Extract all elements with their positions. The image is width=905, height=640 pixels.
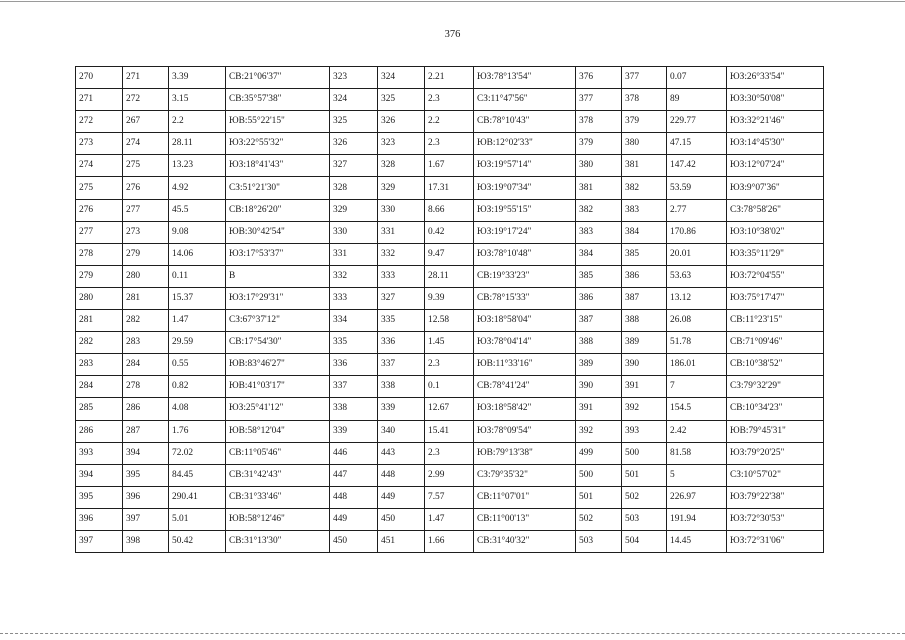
cell-distance-group1: 72.02	[169, 442, 226, 464]
cell-to-point-group3: 388	[622, 310, 667, 332]
table-row	[76, 177, 824, 199]
cell-to-point-group1: 267	[123, 111, 169, 133]
cell-bearing-group2: ЮВ:12°02'33"	[474, 133, 576, 155]
cell-bearing-group2: ЮЗ:78°04'14"	[474, 332, 576, 354]
cell-to-point-group1: 272	[123, 89, 169, 111]
cell-bearing-group1: ЮЗ:25°41'12"	[226, 398, 330, 420]
cell-bearing-group1: ЮВ:55°22'15"	[226, 111, 330, 133]
cell-from-point-group3: 501	[576, 486, 622, 508]
cell-to-point-group3: 382	[622, 177, 667, 199]
cell-from-point-group3: 391	[576, 398, 622, 420]
cell-from-point-group2: 449	[330, 508, 378, 530]
cell-bearing-group1: СВ:35°57'38"	[226, 89, 330, 111]
cell-to-point-group3: 390	[622, 354, 667, 376]
cell-distance-group1: 3.15	[169, 89, 226, 111]
cell-bearing-group2: СВ:78°41'24"	[474, 376, 576, 398]
cell-from-point-group1: 272	[76, 111, 123, 133]
cell-bearing-group2: СВ:78°10'43"	[474, 111, 576, 133]
cell-from-point-group2: 332	[330, 265, 378, 287]
cell-distance-group1: 0.82	[169, 376, 226, 398]
cell-to-point-group3: 377	[622, 67, 667, 89]
cell-distance-group1: 84.45	[169, 464, 226, 486]
table-row	[76, 354, 824, 376]
cell-from-point-group3: 387	[576, 310, 622, 332]
cell-bearing-group1: СВ:31°42'43"	[226, 464, 330, 486]
cell-to-point-group3: 500	[622, 442, 667, 464]
cell-distance-group1: 290.41	[169, 486, 226, 508]
cell-from-point-group1: 396	[76, 508, 123, 530]
cell-distance-group3: 51.78	[667, 332, 727, 354]
cell-distance-group3: 14.45	[667, 530, 727, 552]
cell-distance-group2: 0.42	[425, 221, 474, 243]
cell-to-point-group2: 337	[378, 354, 425, 376]
cell-from-point-group3: 390	[576, 376, 622, 398]
table-row	[76, 67, 824, 89]
cell-distance-group1: 0.11	[169, 265, 226, 287]
cell-to-point-group1: 274	[123, 133, 169, 155]
cell-bearing-group2: ЮЗ:18°58'42"	[474, 398, 576, 420]
scan-edge-bottom	[0, 633, 905, 634]
cell-to-point-group2: 450	[378, 508, 425, 530]
cell-bearing-group3: СВ:71°09'46"	[727, 332, 824, 354]
cell-from-point-group3: 502	[576, 508, 622, 530]
cell-to-point-group2: 325	[378, 89, 425, 111]
cell-bearing-group2: СЗ:11°47'56"	[474, 89, 576, 111]
cell-to-point-group2: 330	[378, 199, 425, 221]
cell-bearing-group2: ЮВ:11°33'16"	[474, 354, 576, 376]
cell-from-point-group1: 284	[76, 376, 123, 398]
cell-distance-group3: 20.01	[667, 243, 727, 265]
cell-distance-group2: 12.58	[425, 310, 474, 332]
cell-from-point-group1: 286	[76, 420, 123, 442]
cell-distance-group3: 26.08	[667, 310, 727, 332]
cell-bearing-group3: ЮЗ:35°11'29"	[727, 243, 824, 265]
cell-bearing-group3: ЮЗ:72°30'53"	[727, 508, 824, 530]
cell-to-point-group1: 287	[123, 420, 169, 442]
cell-from-point-group1: 277	[76, 221, 123, 243]
cell-bearing-group2: ЮЗ:18°58'04"	[474, 310, 576, 332]
table-row	[76, 221, 824, 243]
cell-to-point-group3: 384	[622, 221, 667, 243]
cell-from-point-group2: 327	[330, 155, 378, 177]
cell-from-point-group3: 385	[576, 265, 622, 287]
cell-distance-group2: 15.41	[425, 420, 474, 442]
cell-to-point-group1: 286	[123, 398, 169, 420]
cell-from-point-group3: 378	[576, 111, 622, 133]
cell-bearing-group3: ЮЗ:75°17'47"	[727, 287, 824, 309]
cell-distance-group2: 2.3	[425, 89, 474, 111]
cell-distance-group1: 9.08	[169, 221, 226, 243]
cell-distance-group3: 47.15	[667, 133, 727, 155]
cell-bearing-group3: ЮЗ:32°21'46"	[727, 111, 824, 133]
cell-bearing-group1: СЗ:51°21'30"	[226, 177, 330, 199]
cell-from-point-group2: 324	[330, 89, 378, 111]
cell-from-point-group1: 279	[76, 265, 123, 287]
cell-from-point-group2: 331	[330, 243, 378, 265]
cell-distance-group1: 3.39	[169, 67, 226, 89]
table-row	[76, 287, 824, 309]
cell-to-point-group1: 278	[123, 376, 169, 398]
table-row	[76, 243, 824, 265]
cell-to-point-group1: 275	[123, 155, 169, 177]
table-row	[76, 332, 824, 354]
cell-from-point-group1: 285	[76, 398, 123, 420]
cell-from-point-group1: 275	[76, 177, 123, 199]
table-row	[76, 508, 824, 530]
cell-to-point-group2: 328	[378, 155, 425, 177]
cell-bearing-group3: ЮЗ:72°31'06"	[727, 530, 824, 552]
cell-bearing-group1: СВ:18°26'20"	[226, 199, 330, 221]
cell-distance-group3: 229.77	[667, 111, 727, 133]
cell-from-point-group3: 500	[576, 464, 622, 486]
cell-to-point-group2: 336	[378, 332, 425, 354]
cell-distance-group2: 9.39	[425, 287, 474, 309]
table-row	[76, 464, 824, 486]
cell-from-point-group1: 271	[76, 89, 123, 111]
cell-distance-group2: 7.57	[425, 486, 474, 508]
cell-to-point-group1: 283	[123, 332, 169, 354]
cell-to-point-group3: 383	[622, 199, 667, 221]
cell-bearing-group1: СВ:17°54'30"	[226, 332, 330, 354]
cell-bearing-group1: СВ:31°13'30"	[226, 530, 330, 552]
cell-from-point-group3: 376	[576, 67, 622, 89]
cell-distance-group3: 53.63	[667, 265, 727, 287]
cell-bearing-group3: ЮЗ:79°20'25"	[727, 442, 824, 464]
cell-bearing-group3: ЮЗ:10°38'02"	[727, 221, 824, 243]
cell-distance-group1: 4.92	[169, 177, 226, 199]
cell-distance-group2: 2.3	[425, 354, 474, 376]
cell-bearing-group3: ЮЗ:14°45'30"	[727, 133, 824, 155]
cell-distance-group1: 15.37	[169, 287, 226, 309]
cell-distance-group2: 1.66	[425, 530, 474, 552]
cell-distance-group2: 2.2	[425, 111, 474, 133]
cell-from-point-group2: 325	[330, 111, 378, 133]
cell-bearing-group3: ЮЗ:72°04'55"	[727, 265, 824, 287]
cell-bearing-group2: ЮВ:79°13'38"	[474, 442, 576, 464]
cell-distance-group3: 186.01	[667, 354, 727, 376]
cell-distance-group2: 9.47	[425, 243, 474, 265]
cell-from-point-group3: 386	[576, 287, 622, 309]
cell-distance-group3: 226.97	[667, 486, 727, 508]
cell-bearing-group3: СВ:10°38'52"	[727, 354, 824, 376]
cell-bearing-group2: ЮЗ:19°17'24"	[474, 221, 576, 243]
cell-distance-group3: 7	[667, 376, 727, 398]
cell-from-point-group1: 276	[76, 199, 123, 221]
cell-distance-group1: 14.06	[169, 243, 226, 265]
cell-distance-group1: 2.2	[169, 111, 226, 133]
cell-distance-group1: 50.42	[169, 530, 226, 552]
cell-from-point-group1: 395	[76, 486, 123, 508]
cell-bearing-group1: ЮЗ:17°53'37"	[226, 243, 330, 265]
cell-to-point-group2: 324	[378, 67, 425, 89]
table-row	[76, 442, 824, 464]
cell-from-point-group1: 273	[76, 133, 123, 155]
cell-to-point-group2: 443	[378, 442, 425, 464]
cell-distance-group1: 1.47	[169, 310, 226, 332]
cell-to-point-group1: 282	[123, 310, 169, 332]
cell-distance-group2: 0.1	[425, 376, 474, 398]
cell-to-point-group1: 273	[123, 221, 169, 243]
cell-from-point-group1: 397	[76, 530, 123, 552]
cell-to-point-group1: 395	[123, 464, 169, 486]
cell-to-point-group3: 380	[622, 133, 667, 155]
cell-bearing-group3: СВ:10°34'23"	[727, 398, 824, 420]
cell-bearing-group3: СВ:11°23'15"	[727, 310, 824, 332]
cell-to-point-group3: 387	[622, 287, 667, 309]
cell-from-point-group1: 278	[76, 243, 123, 265]
cell-distance-group2: 1.67	[425, 155, 474, 177]
cell-to-point-group2: 335	[378, 310, 425, 332]
cell-distance-group1: 1.76	[169, 420, 226, 442]
cell-from-point-group2: 447	[330, 464, 378, 486]
cell-to-point-group1: 281	[123, 287, 169, 309]
cell-bearing-group2: ЮЗ:19°55'15"	[474, 199, 576, 221]
cell-from-point-group2: 335	[330, 332, 378, 354]
cell-to-point-group1: 271	[123, 67, 169, 89]
cell-bearing-group1: СВ:11°05'46"	[226, 442, 330, 464]
cell-distance-group1: 45.5	[169, 199, 226, 221]
cell-to-point-group2: 326	[378, 111, 425, 133]
cell-to-point-group1: 276	[123, 177, 169, 199]
cell-bearing-group1: СВ:31°33'46"	[226, 486, 330, 508]
cell-from-point-group2: 450	[330, 530, 378, 552]
cell-bearing-group2: СВ:11°00'13"	[474, 508, 576, 530]
cell-from-point-group2: 330	[330, 221, 378, 243]
cell-bearing-group2: ЮЗ:19°07'34"	[474, 177, 576, 199]
cell-bearing-group3: СЗ:78°58'26"	[727, 199, 824, 221]
cell-from-point-group1: 274	[76, 155, 123, 177]
cell-to-point-group2: 451	[378, 530, 425, 552]
cell-distance-group3: 13.12	[667, 287, 727, 309]
cell-distance-group2: 28.11	[425, 265, 474, 287]
table-row	[76, 376, 824, 398]
cell-bearing-group2: ЮЗ:78°13'54"	[474, 67, 576, 89]
cell-to-point-group1: 396	[123, 486, 169, 508]
cell-bearing-group2: ЮЗ:78°09'54"	[474, 420, 576, 442]
table-row	[76, 398, 824, 420]
cell-bearing-group2: СЗ:79°35'32"	[474, 464, 576, 486]
table-row	[76, 486, 824, 508]
cell-distance-group2: 2.3	[425, 133, 474, 155]
cell-distance-group3: 191.94	[667, 508, 727, 530]
cell-to-point-group2: 327	[378, 287, 425, 309]
cell-to-point-group3: 501	[622, 464, 667, 486]
cell-distance-group3: 81.58	[667, 442, 727, 464]
cell-bearing-group1: ЮВ:83°46'27"	[226, 354, 330, 376]
cell-to-point-group1: 397	[123, 508, 169, 530]
cell-to-point-group2: 448	[378, 464, 425, 486]
cell-bearing-group3: СЗ:79°32'29"	[727, 376, 824, 398]
cell-to-point-group3: 504	[622, 530, 667, 552]
cell-to-point-group3: 392	[622, 398, 667, 420]
cell-bearing-group3: ЮЗ:12°07'24"	[727, 155, 824, 177]
cell-from-point-group2: 328	[330, 177, 378, 199]
cell-from-point-group3: 392	[576, 420, 622, 442]
table-row	[76, 199, 824, 221]
cell-bearing-group1: СВ:21°06'37"	[226, 67, 330, 89]
cell-distance-group1: 28.11	[169, 133, 226, 155]
cell-bearing-group1: ЮВ:41°03'17"	[226, 376, 330, 398]
cell-to-point-group2: 449	[378, 486, 425, 508]
cell-distance-group1: 5.01	[169, 508, 226, 530]
cell-bearing-group2: СВ:19°33'23"	[474, 265, 576, 287]
cell-from-point-group1: 394	[76, 464, 123, 486]
cell-from-point-group3: 379	[576, 133, 622, 155]
cell-bearing-group1: ЮЗ:22°55'32"	[226, 133, 330, 155]
cell-distance-group3: 2.77	[667, 199, 727, 221]
cell-bearing-group1: ЮВ:30°42'54"	[226, 221, 330, 243]
cell-from-point-group2: 333	[330, 287, 378, 309]
cell-to-point-group3: 393	[622, 420, 667, 442]
cell-to-point-group3: 381	[622, 155, 667, 177]
cell-to-point-group2: 339	[378, 398, 425, 420]
cell-to-point-group3: 379	[622, 111, 667, 133]
cell-bearing-group3: ЮВ:79°45'31"	[727, 420, 824, 442]
cell-from-point-group2: 339	[330, 420, 378, 442]
cell-to-point-group3: 389	[622, 332, 667, 354]
cell-from-point-group2: 329	[330, 199, 378, 221]
cell-from-point-group3: 503	[576, 530, 622, 552]
cell-from-point-group1: 283	[76, 354, 123, 376]
table-row	[76, 133, 824, 155]
table-row	[76, 265, 824, 287]
cell-bearing-group2: ЮЗ:19°57'14"	[474, 155, 576, 177]
cell-distance-group3: 2.42	[667, 420, 727, 442]
cell-to-point-group3: 378	[622, 89, 667, 111]
cell-to-point-group3: 385	[622, 243, 667, 265]
cell-from-point-group3: 388	[576, 332, 622, 354]
cell-distance-group3: 5	[667, 464, 727, 486]
cell-from-point-group2: 446	[330, 442, 378, 464]
table-row	[76, 89, 824, 111]
cell-from-point-group3: 383	[576, 221, 622, 243]
cell-bearing-group3: ЮЗ:30°50'08"	[727, 89, 824, 111]
cell-bearing-group2: СВ:31°40'32"	[474, 530, 576, 552]
cell-distance-group2: 1.47	[425, 508, 474, 530]
cell-to-point-group3: 502	[622, 486, 667, 508]
table-row	[76, 420, 824, 442]
cell-from-point-group2: 326	[330, 133, 378, 155]
survey-table	[75, 66, 824, 553]
cell-bearing-group2: ЮЗ:78°10'48"	[474, 243, 576, 265]
cell-from-point-group3: 381	[576, 177, 622, 199]
cell-distance-group3: 170.86	[667, 221, 727, 243]
cell-bearing-group3: ЮЗ:26°33'54"	[727, 67, 824, 89]
cell-to-point-group2: 333	[378, 265, 425, 287]
cell-from-point-group1: 280	[76, 287, 123, 309]
cell-from-point-group3: 380	[576, 155, 622, 177]
cell-to-point-group1: 280	[123, 265, 169, 287]
cell-from-point-group3: 384	[576, 243, 622, 265]
cell-to-point-group1: 398	[123, 530, 169, 552]
cell-bearing-group2: СВ:78°15'33"	[474, 287, 576, 309]
cell-distance-group2: 2.3	[425, 442, 474, 464]
cell-to-point-group2: 332	[378, 243, 425, 265]
cell-bearing-group3: СЗ:10°57'02"	[727, 464, 824, 486]
cell-from-point-group3: 377	[576, 89, 622, 111]
cell-bearing-group1: СЗ:67°37'12"	[226, 310, 330, 332]
cell-bearing-group1: ЮЗ:18°41'43"	[226, 155, 330, 177]
cell-to-point-group2: 329	[378, 177, 425, 199]
cell-distance-group3: 147.42	[667, 155, 727, 177]
cell-to-point-group3: 503	[622, 508, 667, 530]
cell-distance-group3: 0.07	[667, 67, 727, 89]
cell-distance-group2: 12.67	[425, 398, 474, 420]
cell-from-point-group2: 337	[330, 376, 378, 398]
cell-bearing-group1: ЮВ:58°12'46"	[226, 508, 330, 530]
cell-bearing-group1: В	[226, 265, 330, 287]
cell-to-point-group1: 284	[123, 354, 169, 376]
table-row	[76, 310, 824, 332]
cell-from-point-group1: 270	[76, 67, 123, 89]
cell-distance-group3: 89	[667, 89, 727, 111]
cell-distance-group2: 1.45	[425, 332, 474, 354]
cell-to-point-group2: 338	[378, 376, 425, 398]
cell-distance-group1: 0.55	[169, 354, 226, 376]
cell-distance-group2: 2.21	[425, 67, 474, 89]
cell-from-point-group1: 281	[76, 310, 123, 332]
cell-bearing-group2: СВ:11°07'01"	[474, 486, 576, 508]
table-row	[76, 155, 824, 177]
cell-to-point-group1: 394	[123, 442, 169, 464]
cell-distance-group1: 29.59	[169, 332, 226, 354]
cell-to-point-group1: 279	[123, 243, 169, 265]
table-row	[76, 530, 824, 552]
cell-to-point-group2: 331	[378, 221, 425, 243]
cell-bearing-group3: ЮЗ:9°07'36"	[727, 177, 824, 199]
cell-distance-group3: 154.5	[667, 398, 727, 420]
cell-from-point-group3: 382	[576, 199, 622, 221]
cell-from-point-group3: 499	[576, 442, 622, 464]
cell-distance-group2: 17.31	[425, 177, 474, 199]
cell-from-point-group1: 393	[76, 442, 123, 464]
cell-distance-group1: 13.23	[169, 155, 226, 177]
scan-edge-top	[0, 1, 905, 2]
cell-from-point-group2: 334	[330, 310, 378, 332]
cell-to-point-group2: 340	[378, 420, 425, 442]
cell-bearing-group1: ЮВ:58°12'04"	[226, 420, 330, 442]
cell-from-point-group2: 336	[330, 354, 378, 376]
cell-bearing-group3: ЮЗ:79°22'38"	[727, 486, 824, 508]
cell-from-point-group2: 338	[330, 398, 378, 420]
table-row	[76, 111, 824, 133]
cell-distance-group2: 2.99	[425, 464, 474, 486]
cell-distance-group3: 53.59	[667, 177, 727, 199]
cell-to-point-group3: 391	[622, 376, 667, 398]
cell-from-point-group3: 389	[576, 354, 622, 376]
cell-bearing-group1: ЮЗ:17°29'31"	[226, 287, 330, 309]
cell-to-point-group2: 323	[378, 133, 425, 155]
page-number: 376	[444, 29, 461, 40]
cell-to-point-group1: 277	[123, 199, 169, 221]
cell-from-point-group2: 448	[330, 486, 378, 508]
cell-from-point-group1: 282	[76, 332, 123, 354]
cell-from-point-group2: 323	[330, 67, 378, 89]
cell-distance-group1: 4.08	[169, 398, 226, 420]
cell-to-point-group3: 386	[622, 265, 667, 287]
survey-table-body	[76, 67, 824, 553]
cell-distance-group2: 8.66	[425, 199, 474, 221]
